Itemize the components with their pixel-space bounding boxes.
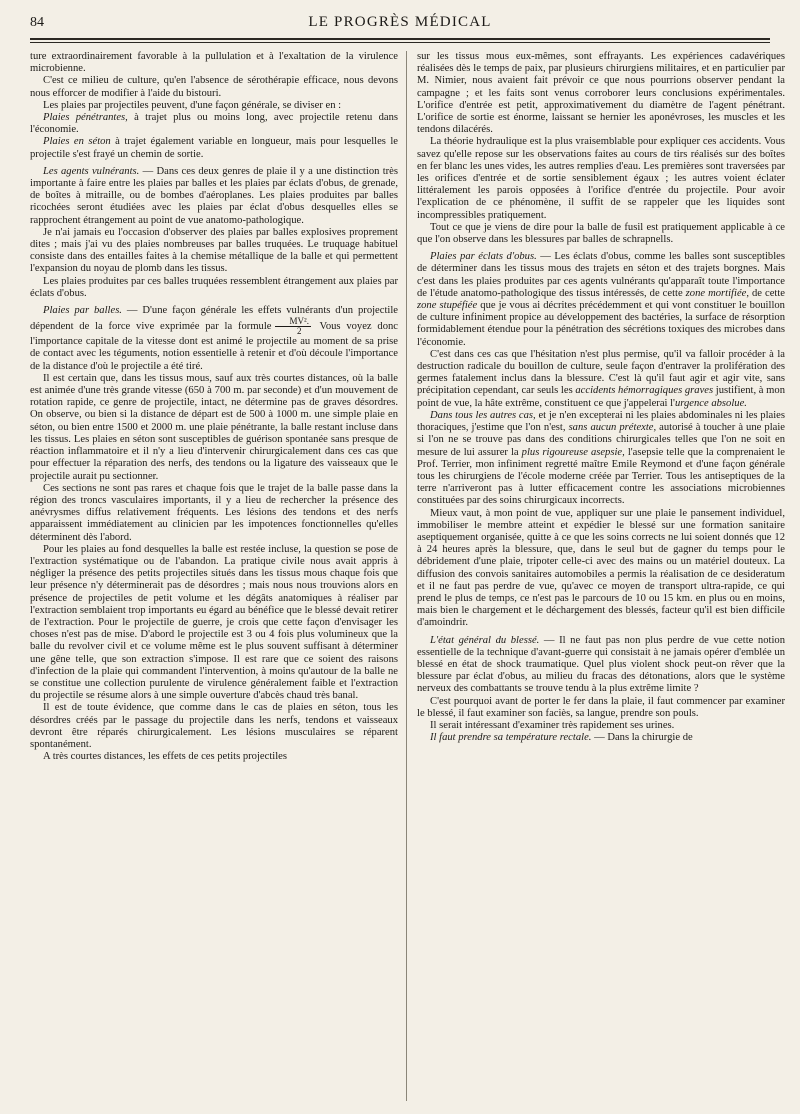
paragraph: C'est ce milieu de culture, qu'en l'absence de sérothérapie efficace, nous devons nous efforcer de modifier à l'aide du bistouri. [30, 75, 398, 99]
paragraph-text: — Dans ces deux genres de plaie il y a une distinction très importante à faire entre les plaies par balles et les plaies par éclats d'obus, de grenade, de boîtes à mitraille, ou de bombes d'aéroplanes. Les plaies produites par balles ricochées seront étudiées avec les plaies par éclat d'obus desquelles elles se rapprochent étrangement au point de vue anatomo-pathologique. [30, 165, 398, 226]
paragraph: sur les tissus mous eux-mêmes, sont effrayants. Les expériences cadavériques réalisées dès le temps de paix, par plusieurs chirurgiens militaires, et en particulier par M. Nimier, nous avaient fait prévoir ce que nous pourrions observer pendant la campagne ; et les faits sont venus corroborer leurs conclusions expérimentales. L'orifice d'entrée est petit, approximativement du diamètre de l'agent pénétrant. L'orifice de sortie est énorme, laissant se hernier les aponévroses, les muscles et les tendons dilacérés. [417, 51, 785, 136]
paragraph-text: autorisé à toucher à une plaie si l'on ne se trouve pas dans des conditions chirurgicales telles que l'on ne soit en mesure de lui assurer la [417, 422, 785, 458]
inline-emphasis: sans aucun prétexte, [568, 422, 657, 434]
left-column [30, 51, 398, 1109]
paragraph-text: Vous voyez donc l'importance capitale de la vitesse dont est animé le projectile au moment de sa prise de contact avec les téguments, notion essentielle à retenir et d'où découle l'importance de la distance d'où le projectile a été tiré. [30, 321, 398, 372]
section-heading: Plaies par éclats d'obus. [430, 251, 537, 263]
inline-emphasis: plus rigoureuse asepsie, [521, 446, 625, 458]
formula-denominator: 2 [296, 326, 302, 337]
inline-emphasis: Plaies pénétrantes, [43, 112, 128, 124]
column-divider [406, 51, 407, 1101]
section-heading: L'état général du blessé. [430, 634, 540, 646]
paragraph [30, 305, 398, 373]
paragraph-text: — Dans la chirurgie de [591, 732, 693, 744]
section-heading: Les agents vulnérants. [43, 165, 140, 177]
section-heading: Plaies par balles. [43, 305, 122, 317]
inline-emphasis: Il faut prendre sa température rectale. [430, 732, 592, 744]
formula-fraction [275, 317, 311, 336]
inline-emphasis: urgence absolue. [674, 397, 747, 409]
right-column [417, 51, 785, 1109]
inline-emphasis: zone mortifiée [685, 287, 747, 299]
paragraph: Mieux vaut, à mon point de vue, appliquer sur une plaie le pansement individuel, immobiliser le membre atteint et expédier le blessé sur une formation sanitaire aseptiquement organisée, quitte à ce que les soins corrects ne lui soient donnés que 12 à 24 heures après la blessure, que, dans le seul but de gagner du temps pour le débridement d'une plaie, tripoter celle-ci avec des mains ou un matériel douteux. La diffusion des convois sanitaires automobiles a permis la réalisation de ce desideratum et il ne faut pas perdre de vue, qu'avec ce moyen de transport ultra-rapide, ce qui prend le plus de temps, ce n'est pas le parcours de 10 ou 15 km. en plus ou en moins, mais bien le chargement et le déchargement des blessés, facteur qu'il est bien difficile d'amoindrir. [417, 507, 785, 629]
paragraph [417, 732, 785, 744]
paragraph: Il est certain que, dans les tissus mous, sauf aux très courtes distances, où la balle est animée d'une très grande vitesse (650 à 700 m. par seconde) et d'un mouvement de rotation rapide, ce genre de projectile, intact, ne détermine pas de graves désordres. On observe, ou bien si la distance de départ est de 500 à 1000 m. une simple plaie en séton, ou bien entre 1500 et 2000 m. une plaie pénétrante, la balle restant incluse dans les tissus. Les plaies en séton sont susceptibles de guérison spontanée sans presque de réaction inflammatoire et il n'y a lieu d'intervenir chirurgicalement dans ces cas que pour effectuer la réparation des nerfs, des tendons ou la ligature des vaisseaux que le projectile aurait pu sectionner. [30, 372, 398, 482]
paragraph-text: et je n'en excepterai ni les plaies abdominales ni les plaies thoraciques, j'estime que l'on n'est, [417, 409, 785, 434]
paragraph: C'est pourquoi avant de porter le fer dans la plaie, il faut commencer par examiner le blessé, il faut examiner son faciès, sa langue, prendre son pouls. [417, 695, 785, 719]
paragraph-text: — D'une façon générale les effets vulnérants d'un projectile dépendent de la force vive exprimée par la formule [30, 305, 398, 333]
paragraph-text: que je vous ai décrites précédemment et qui vont constituer le bouillon de culture infiniment propice au développement des bactéries, la surface de résorption formidablement étendue pour la pénétration des sécrétions toxiques des microbes dans l'économie. [417, 300, 785, 348]
header-rule-thin [30, 42, 770, 43]
inline-emphasis: Dans tous les autres cas, [430, 409, 536, 421]
paragraph-text: C'est dans ces cas que l'hésitation n'est plus permise, qu'il va falloir procéder à la destruction radicale du bouillon de culture, seule façon d'entraver la prolifération des germes fatalement inclus dans la blessure. C'est là qu'il faut agir et agir vite, sans précipitation cependant, car seuls les [417, 348, 785, 397]
journal-title: LE PROGRÈS MÉDICAL [308, 14, 492, 30]
paragraph: Les plaies par projectiles peuvent, d'une façon générale, se diviser en : [43, 99, 342, 111]
paragraph: Il serait intéressant d'examiner très rapidement ses urines. [430, 719, 675, 731]
paragraph: A très courtes distances, les effets de ces petits projectiles [43, 751, 287, 763]
paragraph-text: — Les éclats d'obus, comme les balles sont susceptibles de déterminer dans les tissus mous des trajets en séton et des trajets borgnes. Mais c'est dans les plaies produites par ces agents vulnérants qu'apparaît toute l'importance de l'étude anatomo-pathologique des tissus intéressés, de cette [417, 251, 785, 299]
paragraph-text: l'asepsie telle que la comprenaient le Prof. Terrier, mon infiniment regretté maître Emile Reymond et d'une façon générale tous les chirurgiens de l'école moderne créée par Terrier. Tous les antiseptiques de la terre n'arriveront pas à lutter efficacement contre les associations microbiennes constituées par des soins chirurgicaux incorrects. [417, 446, 785, 507]
paragraph-text: à trajet plus ou moins long, avec projectile retenu dans l'économie. [30, 112, 398, 136]
paragraph [417, 635, 785, 696]
paragraph: Je n'ai jamais eu l'occasion d'observer des plaies par balles explosives proprement dites ; mais j'ai vu des plaies nombreuses par balles truquées. Le truquage habituel consiste dans des entailles faites à la chemise métallique de la balle et qui permettent l'expansion du noyau de plomb dans les tissus. [30, 226, 398, 275]
inline-emphasis: Plaies en séton [43, 136, 111, 148]
page-header [30, 12, 770, 34]
paragraph-text: justifient, à mon point de vue, la hâte extrême, constituent ce que j'appelerai l' [417, 385, 785, 409]
paragraph: La théorie hydraulique est la plus vraisemblable pour expliquer ces accidents. Vous savez qu'elle repose sur les observations faites au cours de tirs réalisés sur des boîtes en fer blanc les unes vides, les autres remplies d'eau. Les premières sont traversées par les orifices d'entrée et de sortie sensiblement égaux ; les autres voient éclater littéralement les parois opposées à l'orifice d'entrée du projectile. Pour avoir l'explication de ce phénomène, il suffit de se rappeler que les liquides sont incompressibles pratiquement. [417, 136, 785, 221]
paragraph: Pour les plaies au fond desquelles la balle est restée incluse, la question se pose de l'extraction systématique ou de l'abandon. La pratique civile nous avait appris à négliger la présence des petits projectiles situés dans les tissus mous chaque fois que leur présence n'y déterminerait pas de désordres ; mais nous nous trouvions alors en présence de projectiles de petit volume et les dégâts anatomiques à réaliser par l'extraction semblaient trop importants eu égard au bénéfice que le blessé devait retirer de l'extraction. Pour le projectile de guerre, je crois que cette façon d'envisager les choses n'est pas de mise. D'abord le projectile est 3 ou 4 fois plus volumineux que la balle du revolver civil et ce volume même est le plus souvent suffisant à déterminer une gêne telle, que son extraction s'impose. Il est rare que ce soient des raisons d'infection de la plaie qui commandent l'intervention, à moins qu'autour de la balle ne se constitue une collection purulente de virulence généralement faible et l'extraction du projectile se résume alors à une simple ouverture d'abcès chaud très banal. [30, 543, 398, 702]
paragraph: ture extraordinairement favorable à la pullulation et à l'exaltation de la virulence microbienne. [30, 51, 398, 75]
paragraph-text: , de cette [746, 287, 785, 299]
paragraph [417, 410, 785, 508]
inline-emphasis: zone stupéfiée [417, 300, 478, 312]
paragraph: Les plaies produites par ces balles truquées ressemblent étrangement aux plaies par éclats d'obus. [30, 275, 398, 299]
paragraph: Ces sections ne sont pas rares et chaque fois que le trajet de la balle passe dans la région des troncs vasculaires importants, il y a lieu de rechercher la présence des anévrysmes diffus relativement fréquents. Les lésions des tendons et des nerfs apparaissent immédiatement au clinicien par les impotences fonctionnelles qu'elles déterminent dès l'abord. [30, 482, 398, 543]
paragraph [30, 112, 398, 136]
header-rule [30, 38, 770, 40]
paragraph-text: à trajet également variable en longueur, mais pour lesquelles le projectile s'est frayé un chemin de sortie. [30, 136, 398, 160]
paragraph [30, 166, 398, 227]
paragraph: Tout ce que je viens de dire pour la balle de fusil est pratiquement applicable à ce que l'on observe dans les blessures par balles de schrapnells. [417, 221, 785, 246]
formula-numerator: MV². [275, 317, 311, 327]
page-number: 84 [30, 15, 44, 30]
paragraph [417, 349, 785, 410]
paragraph [30, 136, 398, 160]
paragraph: Il est de toute évidence, que comme dans le cas de plaies en séton, tous les désordres créés par le passage du projectile dans les nerfs, tendons et vaisseaux devront être réparés chirurgicalement. Les lésions musculaires se réparent spontanément. [30, 702, 398, 750]
paragraph-text: — Il ne faut pas non plus perdre de vue cette notion essentielle de la technique d'avant-guerre qui consistait à ne jamais opérer d'emblée un blessé en état de shock traumatique. Quel plus violent shock peut-on rêver que la blessure par éclat d'obus, au milieu du fracas des détonations, alors que le système nerveux des combattants se trouve tendu à la plus extrême limite ? [417, 634, 785, 695]
paragraph [417, 251, 785, 349]
inline-emphasis: accidents hémorragiques graves [575, 385, 714, 397]
